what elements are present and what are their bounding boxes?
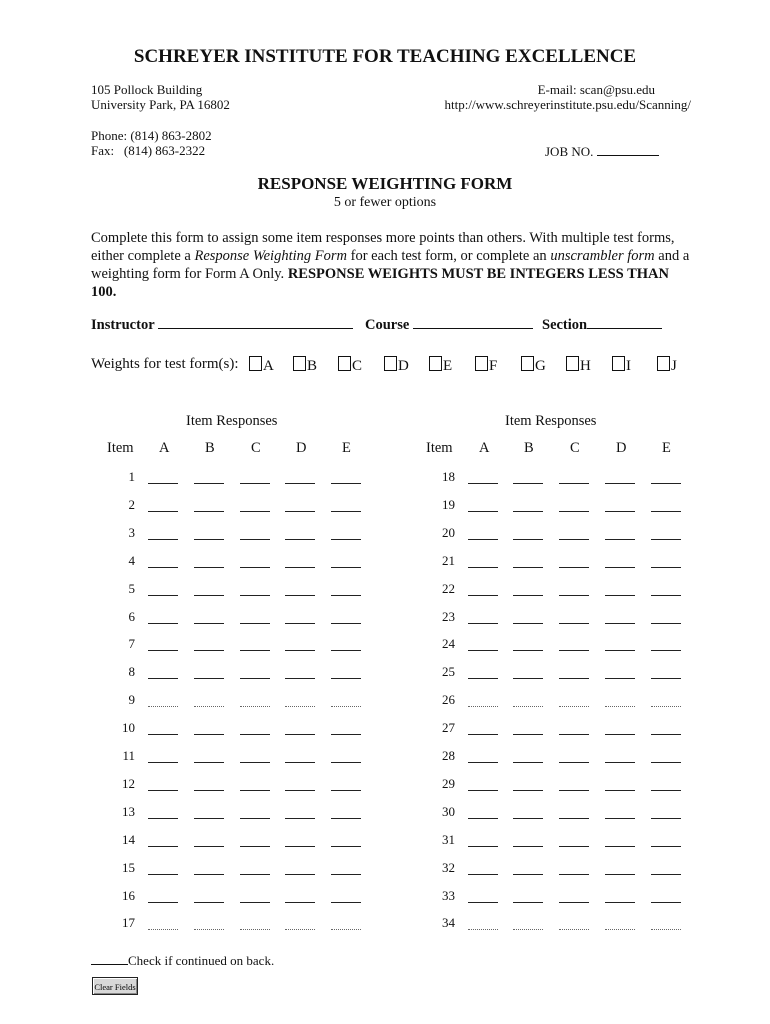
weight-input-item-31-c[interactable] (559, 846, 589, 847)
weight-input-item-17-c[interactable] (240, 929, 270, 930)
section-label: Section (542, 317, 588, 333)
weight-input-item-28-c[interactable] (559, 762, 589, 763)
form-option-b[interactable] (293, 356, 317, 375)
weights-label: Weights for test form(s): (91, 356, 239, 372)
form-option-f[interactable] (475, 356, 497, 375)
left-column-header-a: A (159, 440, 170, 456)
weight-input-item-11-b[interactable] (194, 762, 224, 763)
weight-input-item-33-a[interactable] (468, 902, 498, 903)
right-item-number: 26 (442, 692, 455, 708)
weight-input-item-28-d[interactable] (605, 762, 635, 763)
right-item-number: 24 (442, 636, 455, 652)
weight-input-item-32-d[interactable] (605, 874, 635, 875)
right-item-number: 32 (442, 859, 455, 875)
weight-input-item-25-d[interactable] (605, 678, 635, 679)
job-number-field[interactable] (597, 144, 659, 156)
weight-input-item-26-b[interactable] (513, 706, 543, 707)
weight-input-item-8-a[interactable] (148, 678, 178, 679)
weight-input-item-9-b[interactable] (194, 706, 224, 707)
left-item-number: 4 (128, 552, 135, 568)
weight-input-item-13-b[interactable] (194, 818, 224, 819)
weight-input-item-13-c[interactable] (240, 818, 270, 819)
weight-input-item-8-b[interactable] (194, 678, 224, 679)
weight-input-item-20-a[interactable] (468, 539, 498, 540)
weight-input-item-20-c[interactable] (559, 539, 589, 540)
weight-input-item-26-e[interactable] (651, 706, 681, 707)
right-item-number: 23 (442, 608, 455, 624)
weight-input-item-9-e[interactable] (331, 706, 361, 707)
weight-input-item-12-d[interactable] (285, 790, 315, 791)
left-item-number: 7 (128, 636, 135, 652)
weight-input-item-24-c[interactable] (559, 650, 589, 651)
weight-input-item-6-b[interactable] (194, 623, 224, 624)
weight-input-item-7-c[interactable] (240, 650, 270, 651)
section-input[interactable] (587, 314, 662, 329)
job-number (545, 144, 659, 160)
weight-input-item-2-a[interactable] (148, 511, 178, 512)
weight-input-item-5-d[interactable] (285, 595, 315, 596)
weight-input-item-10-c[interactable] (240, 734, 270, 735)
right-column-header-b: B (524, 440, 534, 456)
checkbox-icon[interactable] (249, 356, 262, 371)
weight-input-item-14-c[interactable] (240, 846, 270, 847)
weight-input-item-2-c[interactable] (240, 511, 270, 512)
weight-input-item-11-e[interactable] (331, 762, 361, 763)
form-option-label: J (671, 358, 677, 374)
clear-fields-button[interactable]: Clear Fields (92, 977, 138, 995)
weight-input-item-1-d[interactable] (285, 483, 315, 484)
weight-input-item-32-e[interactable] (651, 874, 681, 875)
form-option-c[interactable] (338, 356, 362, 375)
weight-input-item-18-e[interactable] (651, 483, 681, 484)
weight-input-item-19-e[interactable] (651, 511, 681, 512)
right-column-header-d: D (616, 440, 627, 456)
left-column-header-c: C (251, 440, 261, 456)
weight-input-item-4-d[interactable] (285, 567, 315, 568)
weight-input-item-3-c[interactable] (240, 539, 270, 540)
weight-input-item-12-a[interactable] (148, 790, 178, 791)
weight-input-item-7-d[interactable] (285, 650, 315, 651)
weight-input-item-7-e[interactable] (331, 650, 361, 651)
continued-row (91, 952, 274, 969)
right-column-header-e: E (662, 440, 671, 456)
form-option-j[interactable] (657, 356, 677, 375)
weight-input-item-5-c[interactable] (240, 595, 270, 596)
right-item-number: 31 (442, 831, 455, 847)
weight-input-item-14-e[interactable] (331, 846, 361, 847)
weight-input-item-33-e[interactable] (651, 902, 681, 903)
instructor-row (91, 314, 353, 334)
weight-input-item-17-e[interactable] (331, 929, 361, 930)
weight-input-item-26-a[interactable] (468, 706, 498, 707)
right-column-header-c: C (570, 440, 580, 456)
weight-input-item-16-b[interactable] (194, 902, 224, 903)
form-subtitle: 5 or fewer options (333, 195, 437, 210)
weight-input-item-3-d[interactable] (285, 539, 315, 540)
institute-title: SCHREYER INSTITUTE FOR TEACHING EXCELLENCE (133, 46, 637, 67)
weight-input-item-25-a[interactable] (468, 678, 498, 679)
weight-input-item-8-d[interactable] (285, 678, 315, 679)
weight-input-item-31-e[interactable] (651, 846, 681, 847)
weight-input-item-7-b[interactable] (194, 650, 224, 651)
left-item-number: 11 (122, 748, 135, 763)
weight-input-item-22-e[interactable] (651, 595, 681, 596)
email: E-mail: scan@psu.edu (537, 82, 655, 97)
weight-input-item-10-a[interactable] (148, 734, 178, 735)
weight-input-item-14-d[interactable] (285, 846, 315, 847)
left-item-responses-label: Item Responses (186, 413, 278, 429)
instructor-label: Instructor (91, 317, 155, 333)
right-item-number: 22 (442, 580, 455, 596)
left-item-number: 8 (128, 664, 135, 680)
weight-input-item-16-c[interactable] (240, 902, 270, 903)
weight-input-item-19-b[interactable] (513, 511, 543, 512)
weight-input-item-23-b[interactable] (513, 623, 543, 624)
left-item-header: Item (107, 440, 134, 456)
right-item-number: 19 (442, 496, 455, 512)
continued-label: Check if continued on back. (128, 953, 275, 968)
weight-input-item-15-e[interactable] (331, 874, 361, 875)
weight-input-item-13-a[interactable] (148, 818, 178, 819)
weight-input-item-1-b[interactable] (194, 483, 224, 484)
weight-input-item-17-b[interactable] (194, 929, 224, 930)
weight-input-item-33-d[interactable] (605, 902, 635, 903)
weight-input-item-2-d[interactable] (285, 511, 315, 512)
weight-input-item-22-d[interactable] (605, 595, 635, 596)
weight-input-item-20-e[interactable] (651, 539, 681, 540)
weight-input-item-28-e[interactable] (651, 762, 681, 763)
weight-input-item-8-e[interactable] (331, 678, 361, 679)
phone: Phone: (814) 863-2802 (91, 128, 212, 143)
weight-input-item-32-a[interactable] (468, 874, 498, 875)
weight-input-item-8-c[interactable] (240, 678, 270, 679)
left-column-header-d: D (296, 440, 307, 456)
weight-input-item-11-a[interactable] (148, 762, 178, 763)
form-option-label: G (535, 358, 546, 374)
form-option-e[interactable] (429, 356, 452, 375)
weight-input-item-21-c[interactable] (559, 567, 589, 568)
weight-input-item-30-b[interactable] (513, 818, 543, 819)
weight-input-item-26-c[interactable] (559, 706, 589, 707)
weight-input-item-18-d[interactable] (605, 483, 635, 484)
weight-input-item-33-c[interactable] (559, 902, 589, 903)
weight-input-item-27-b[interactable] (513, 734, 543, 735)
weight-input-item-5-b[interactable] (194, 595, 224, 596)
weight-input-item-12-e[interactable] (331, 790, 361, 791)
weight-input-item-25-e[interactable] (651, 678, 681, 679)
form-option-label: H (580, 358, 591, 374)
weight-input-item-34-c[interactable] (559, 929, 589, 930)
checkbox-icon[interactable] (521, 356, 534, 371)
form-option-a[interactable] (249, 356, 274, 375)
form-option-label: F (489, 358, 498, 374)
weight-input-item-21-b[interactable] (513, 567, 543, 568)
checkbox-icon[interactable] (566, 356, 579, 371)
weight-input-item-1-e[interactable] (331, 483, 361, 484)
weight-input-item-21-a[interactable] (468, 567, 498, 568)
section-row (542, 314, 662, 334)
left-item-number: 13 (122, 803, 135, 819)
weight-input-item-1-a[interactable] (148, 483, 178, 484)
weight-input-item-19-c[interactable] (559, 511, 589, 512)
weight-input-item-15-b[interactable] (194, 874, 224, 875)
form-option-label: A (263, 358, 274, 374)
form-option-label: C (352, 358, 363, 374)
weight-input-item-6-d[interactable] (285, 623, 315, 624)
weight-input-item-34-a[interactable] (468, 929, 498, 930)
weight-input-item-15-a[interactable] (148, 874, 178, 875)
form-option-g[interactable] (521, 356, 546, 375)
weight-input-item-22-a[interactable] (468, 595, 498, 596)
weight-input-item-13-e[interactable] (331, 818, 361, 819)
left-item-number: 16 (122, 887, 135, 903)
weight-input-item-9-a[interactable] (148, 706, 178, 707)
right-item-responses-label: Item Responses (505, 413, 597, 429)
weight-input-item-15-c[interactable] (240, 874, 270, 875)
checkbox-icon[interactable] (293, 356, 306, 371)
left-item-number: 1 (128, 469, 135, 484)
weight-input-item-15-d[interactable] (285, 874, 315, 875)
weight-input-item-17-d[interactable] (285, 929, 315, 930)
weight-input-item-30-d[interactable] (605, 818, 635, 819)
weight-input-item-3-a[interactable] (148, 539, 178, 540)
weight-input-item-5-a[interactable] (148, 595, 178, 596)
weight-input-item-17-a[interactable] (148, 929, 178, 930)
right-item-number: 34 (442, 915, 455, 931)
weight-input-item-3-e[interactable] (331, 539, 361, 540)
weight-input-item-30-c[interactable] (559, 818, 589, 819)
weight-input-item-31-a[interactable] (468, 846, 498, 847)
right-item-number: 30 (442, 803, 455, 819)
weight-input-item-27-a[interactable] (468, 734, 498, 735)
weight-input-item-31-b[interactable] (513, 846, 543, 847)
weight-input-item-6-e[interactable] (331, 623, 361, 624)
weight-input-item-6-a[interactable] (148, 623, 178, 624)
weight-input-item-10-b[interactable] (194, 734, 224, 735)
left-item-number: 10 (122, 720, 135, 736)
course-row (365, 314, 533, 334)
weight-input-item-28-b[interactable] (513, 762, 543, 763)
right-item-number: 21 (442, 552, 455, 568)
form-option-h[interactable] (566, 356, 591, 375)
checkbox-icon[interactable] (384, 356, 397, 371)
weight-input-item-18-a[interactable] (468, 483, 498, 484)
weight-input-item-13-d[interactable] (285, 818, 315, 819)
form-option-label: E (443, 358, 453, 374)
checkbox-icon[interactable] (338, 356, 351, 371)
weight-input-item-34-e[interactable] (651, 929, 681, 930)
weight-input-item-28-a[interactable] (468, 762, 498, 763)
weight-input-item-10-e[interactable] (331, 734, 361, 735)
weight-input-item-29-b[interactable] (513, 790, 543, 791)
fax: Fax: (814) 863-2322 (91, 143, 206, 158)
checkbox-icon[interactable] (612, 356, 625, 371)
weight-input-item-24-a[interactable] (468, 650, 498, 651)
weight-input-item-10-d[interactable] (285, 734, 315, 735)
weight-input-item-29-d[interactable] (605, 790, 635, 791)
weight-input-item-21-e[interactable] (651, 567, 681, 568)
weight-input-item-12-c[interactable] (240, 790, 270, 791)
left-item-number: 15 (122, 859, 135, 875)
form-option-d[interactable] (384, 356, 409, 375)
address-line-2: University Park, PA 16802 (91, 97, 230, 112)
right-item-number: 18 (442, 469, 455, 484)
weight-input-item-4-c[interactable] (240, 567, 270, 568)
weight-input-item-32-c[interactable] (559, 874, 589, 875)
address-line-1: 105 Pollock Building (91, 82, 203, 97)
left-item-number: 12 (122, 775, 135, 791)
weight-input-item-19-a[interactable] (468, 511, 498, 512)
weight-input-item-25-b[interactable] (513, 678, 543, 679)
weight-input-item-27-c[interactable] (559, 734, 589, 735)
instructions: Complete this form to assign some item responses more points than others. With multiple test forms, either complete a Response Weighting Form for each test form, or complete an unscrambler form and a weighting form for Form A Only. RESPONSE WEIGHTS MUST BE INTEGERS LESS THAN 100. (91, 230, 690, 300)
weight-input-item-2-b[interactable] (194, 511, 224, 512)
weight-input-item-25-c[interactable] (559, 678, 589, 679)
weight-input-item-4-a[interactable] (148, 567, 178, 568)
weight-input-item-11-d[interactable] (285, 762, 315, 763)
weight-input-item-7-a[interactable] (148, 650, 178, 651)
weight-input-item-32-b[interactable] (513, 874, 543, 875)
left-item-number: 5 (128, 580, 135, 596)
weight-input-item-12-b[interactable] (194, 790, 224, 791)
weight-input-item-22-b[interactable] (513, 595, 543, 596)
weight-input-item-4-e[interactable] (331, 567, 361, 568)
right-column-header-a: A (479, 440, 490, 456)
weight-input-item-16-a[interactable] (148, 902, 178, 903)
weight-input-item-16-d[interactable] (285, 902, 315, 903)
weight-input-item-9-d[interactable] (285, 706, 315, 707)
left-item-number: 2 (128, 496, 135, 512)
course-input[interactable] (413, 314, 533, 329)
weight-input-item-29-e[interactable] (651, 790, 681, 791)
weight-input-item-24-e[interactable] (651, 650, 681, 651)
form-option-label: I (626, 358, 631, 374)
weight-input-item-23-d[interactable] (605, 623, 635, 624)
weight-input-item-20-b[interactable] (513, 539, 543, 540)
checkbox-icon[interactable] (657, 356, 670, 371)
continued-checkbox-field[interactable] (91, 952, 128, 965)
weight-input-item-18-b[interactable] (513, 483, 543, 484)
right-item-number: 27 (442, 720, 455, 736)
left-item-number: 14 (122, 831, 135, 847)
weight-input-item-27-e[interactable] (651, 734, 681, 735)
right-item-header: Item (426, 440, 453, 456)
right-item-number: 33 (442, 887, 455, 903)
weight-input-item-16-e[interactable] (331, 902, 361, 903)
weight-input-item-22-c[interactable] (559, 595, 589, 596)
weight-input-item-21-d[interactable] (605, 567, 635, 568)
weight-input-item-27-d[interactable] (605, 734, 635, 735)
weight-input-item-9-c[interactable] (240, 706, 270, 707)
weight-input-item-14-b[interactable] (194, 846, 224, 847)
weight-input-item-4-b[interactable] (194, 567, 224, 568)
weight-input-item-1-c[interactable] (240, 483, 270, 484)
weight-input-item-31-d[interactable] (605, 846, 635, 847)
weight-input-item-23-a[interactable] (468, 623, 498, 624)
weight-input-item-33-b[interactable] (513, 902, 543, 903)
right-item-number: 28 (442, 748, 455, 763)
weight-input-item-5-e[interactable] (331, 595, 361, 596)
weight-input-item-2-e[interactable] (331, 511, 361, 512)
left-item-number: 9 (128, 692, 135, 708)
left-column-header-e: E (342, 440, 351, 456)
checkbox-icon[interactable] (429, 356, 442, 371)
weight-input-item-14-a[interactable] (148, 846, 178, 847)
weight-input-item-6-c[interactable] (240, 623, 270, 624)
weight-input-item-30-a[interactable] (468, 818, 498, 819)
left-item-number: 3 (128, 524, 135, 540)
weight-input-item-23-c[interactable] (559, 623, 589, 624)
weight-input-item-29-c[interactable] (559, 790, 589, 791)
form-option-i[interactable] (612, 356, 631, 375)
form-title: RESPONSE WEIGHTING FORM (257, 174, 513, 193)
left-column-header-b: B (205, 440, 215, 456)
weight-input-item-24-b[interactable] (513, 650, 543, 651)
weight-input-item-20-d[interactable] (605, 539, 635, 540)
weight-input-item-19-d[interactable] (605, 511, 635, 512)
form-option-label: B (307, 358, 318, 374)
weight-input-item-34-b[interactable] (513, 929, 543, 930)
weight-input-item-18-c[interactable] (559, 483, 589, 484)
left-item-number: 17 (122, 915, 135, 931)
course-label: Course (365, 317, 410, 333)
right-item-number: 29 (442, 775, 455, 791)
form-option-label: D (398, 358, 409, 374)
weight-input-item-24-d[interactable] (605, 650, 635, 651)
left-item-number: 6 (128, 608, 135, 624)
weight-input-item-26-d[interactable] (605, 706, 635, 707)
weight-input-item-3-b[interactable] (194, 539, 224, 540)
website-url: http://www.schreyerinstitute.psu.edu/Scanning/ (444, 97, 691, 112)
right-item-number: 25 (442, 664, 455, 680)
weight-input-item-30-e[interactable] (651, 818, 681, 819)
job-number-label: JOB NO. (545, 144, 594, 159)
weight-input-item-34-d[interactable] (605, 929, 635, 930)
checkbox-icon[interactable] (475, 356, 488, 371)
weight-input-item-29-a[interactable] (468, 790, 498, 791)
right-item-number: 20 (442, 524, 455, 540)
weight-input-item-11-c[interactable] (240, 762, 270, 763)
instructor-input[interactable] (158, 314, 353, 329)
weight-input-item-23-e[interactable] (651, 623, 681, 624)
